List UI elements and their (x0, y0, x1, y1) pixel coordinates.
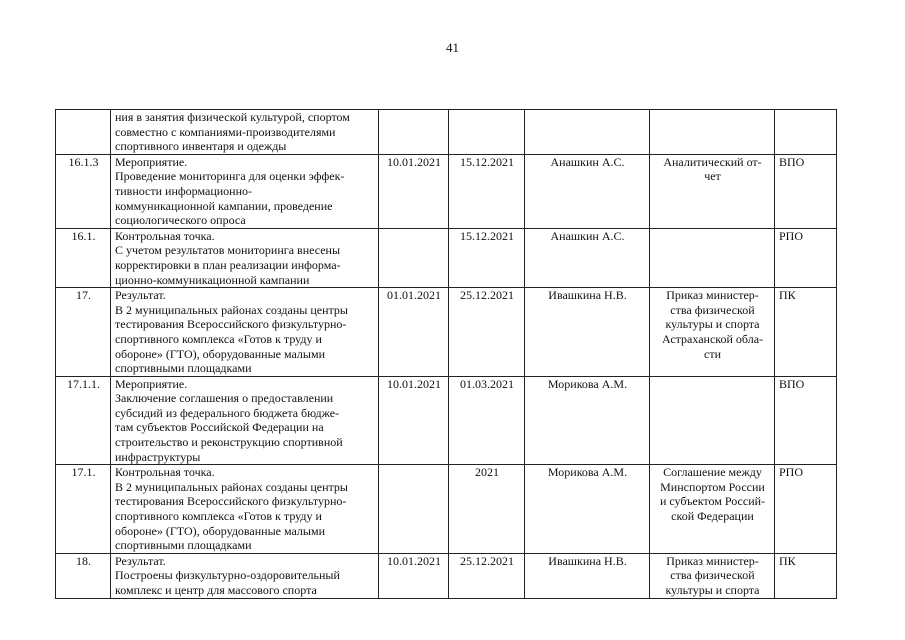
description-cell-line: Контрольная точка. (115, 228, 215, 243)
description-cell-line: Построены физкультурно-оздоровительный (115, 568, 340, 583)
document-cell (650, 154, 775, 228)
start-date-cell (379, 465, 449, 554)
document-cell-line: чет (704, 169, 721, 184)
description-cell-line: коммуникационной кампании, проведение (115, 198, 333, 213)
description-cell (111, 228, 379, 287)
description-cell-line: С учетом результатов мониторинга внесены (115, 243, 341, 258)
level-code-cell: РПО (775, 228, 837, 287)
description-cell-line: Результат. (115, 553, 166, 568)
description-cell-line: обороне» (ГТО), оборудованные малыми (115, 346, 325, 361)
page-number: 41 (446, 40, 459, 55)
item-number-cell (56, 110, 111, 155)
level-code-cell: ПК (775, 553, 837, 598)
document-cell-line: Соглашение между (663, 465, 762, 480)
document-cell-line: культуры и спорта (665, 317, 760, 332)
description-cell-line: там субъектов Российской Федерации на (115, 420, 324, 435)
description-cell (111, 288, 379, 377)
description-cell-line: социологического опроса (115, 213, 246, 228)
description-cell-line: комплекс и центр для массового спорта (115, 583, 317, 597)
description-cell (111, 110, 379, 155)
end-date-cell: 15.12.2021 (449, 154, 525, 228)
level-code-cell: ПК (775, 288, 837, 377)
document-cell (650, 288, 775, 377)
document-cell-line: Минспортом России (660, 479, 765, 494)
document-cell-line: Аналитический от- (663, 154, 762, 169)
description-cell-line: спортивного комплекса «Готов к труду и (115, 509, 322, 524)
description-cell-line: корректировки в план реализации информа- (115, 257, 341, 272)
responsible-cell: Морикова А.М. (525, 465, 650, 554)
end-date-cell: 25.12.2021 (449, 288, 525, 377)
start-date-cell: 10.01.2021 (379, 154, 449, 228)
start-date-cell (379, 110, 449, 155)
description-cell-line: спортивного комплекса «Готов к труду и (115, 331, 322, 346)
description-cell-line: тивности информационно- (115, 183, 253, 198)
document-cell-line: ства физической (670, 302, 755, 317)
end-date-cell: 25.12.2021 (449, 553, 525, 598)
description-cell-line: ционно-коммуникационной кампании (115, 272, 310, 287)
responsible-cell: Морикова А.М. (525, 376, 650, 465)
document-cell-line: Астраханской обла- (661, 331, 764, 346)
item-number-cell: 16.1. (56, 228, 111, 287)
document-cell-line: и субъектом Россий- (659, 494, 766, 509)
description-cell-line: спортивными площадками (115, 538, 252, 553)
description-cell-line: спортивными площадками (115, 361, 252, 376)
table-row (56, 110, 837, 155)
table-row (56, 376, 837, 465)
level-code-cell: РПО (775, 465, 837, 554)
level-code-cell: ВПО (775, 154, 837, 228)
responsible-cell (525, 110, 650, 155)
level-code-cell: ВПО (775, 376, 837, 465)
start-date-cell (379, 228, 449, 287)
document-cell-line: Приказ министер- (666, 553, 759, 568)
table-row (56, 553, 837, 598)
responsible-cell: Ивашкина Н.В. (525, 288, 650, 377)
document-cell (650, 553, 775, 598)
table-row (56, 154, 837, 228)
document-cell (650, 376, 775, 465)
description-cell (111, 465, 379, 554)
responsible-cell: Анашкин А.С. (525, 154, 650, 228)
plan-table (55, 109, 837, 599)
description-cell-line: субсидий из федерального бюджета бюдже- (115, 405, 340, 420)
end-date-cell (449, 110, 525, 155)
level-code-cell (775, 110, 837, 155)
description-cell-line: тестирования Всероссийского физкультурно- (115, 494, 347, 509)
description-cell-line: В 2 муниципальных районах созданы центры (115, 302, 348, 317)
description-cell-line: Заключение соглашения о предоставлении (115, 391, 334, 406)
description-cell-line: спортивного инвентаря и одежды (115, 139, 287, 154)
description-cell-line: Мероприятие. (115, 154, 188, 169)
start-date-cell: 10.01.2021 (379, 553, 449, 598)
document-cell-line: сти (704, 346, 721, 361)
description-cell-line: тестирования Всероссийского физкультурно- (115, 317, 347, 332)
description-cell (111, 553, 379, 598)
responsible-cell: Ивашкина Н.В. (525, 553, 650, 598)
item-number-cell: 17.1.1. (56, 376, 111, 465)
start-date-cell: 01.01.2021 (379, 288, 449, 377)
description-cell-line: В 2 муниципальных районах созданы центры (115, 479, 348, 494)
description-cell-line: Проведение мониторинга для оценки эффек- (115, 169, 345, 184)
description-cell-line: строительство и реконструкцию спортивной (115, 435, 343, 450)
document-cell (650, 110, 775, 155)
start-date-cell: 10.01.2021 (379, 376, 449, 465)
description-cell-line: Контрольная точка. (115, 465, 215, 480)
document-cell (650, 228, 775, 287)
table-row (56, 288, 837, 377)
description-cell (111, 376, 379, 465)
description-cell-line: Мероприятие. (115, 376, 188, 391)
responsible-cell: Анашкин А.С. (525, 228, 650, 287)
document-cell (650, 465, 775, 554)
end-date-cell: 01.03.2021 (449, 376, 525, 465)
table-row (56, 465, 837, 554)
description-cell (111, 154, 379, 228)
description-cell-line: совместно с компаниями-производителями (115, 124, 336, 139)
item-number-cell: 17.1. (56, 465, 111, 554)
end-date-cell: 15.12.2021 (449, 228, 525, 287)
document-cell-line: Приказ министер- (666, 288, 759, 303)
document-cell-line: культуры и спорта (665, 583, 760, 597)
description-cell-line: Результат. (115, 288, 166, 303)
description-cell-line: ния в занятия физической культурой, спортом (115, 110, 350, 124)
document-cell-line: ской Федерации (671, 509, 754, 524)
description-cell-line: обороне» (ГТО), оборудованные малыми (115, 523, 325, 538)
document-cell-line: ства физической (670, 568, 755, 583)
table-row (56, 228, 837, 287)
description-cell-line: инфраструктуры (115, 449, 201, 464)
end-date-cell: 2021 (449, 465, 525, 554)
item-number-cell: 18. (56, 553, 111, 598)
item-number-cell: 17. (56, 288, 111, 377)
item-number-cell: 16.1.3 (56, 154, 111, 228)
